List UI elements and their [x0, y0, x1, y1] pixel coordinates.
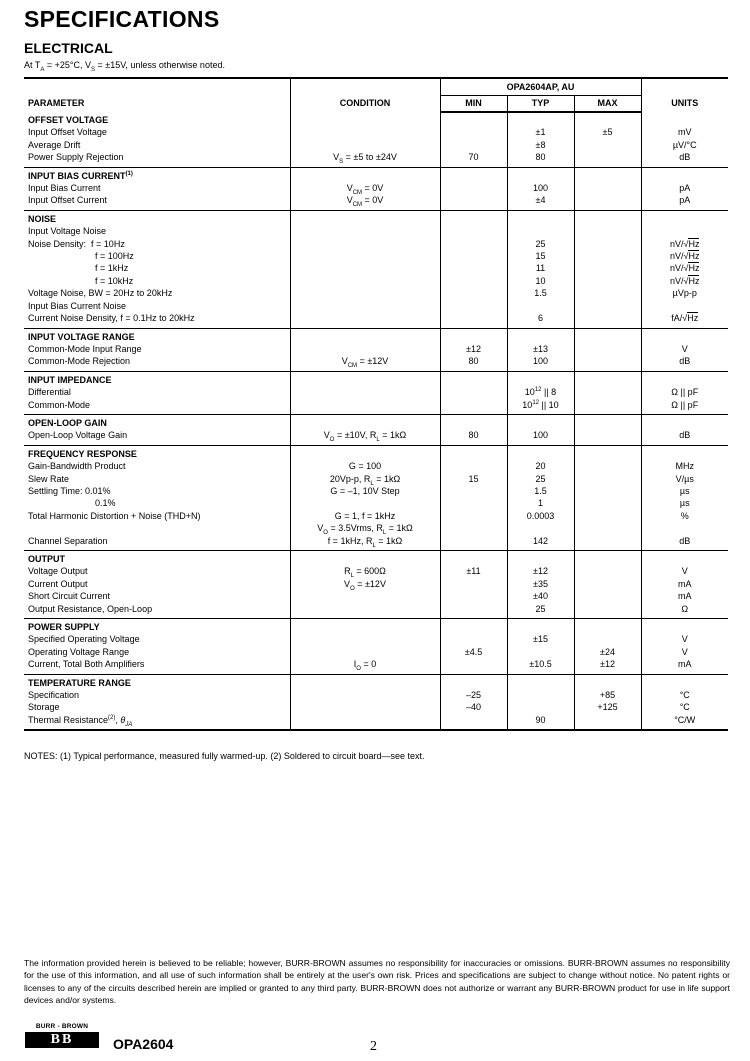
table-row: Common-Mode Rejection $V_{CM} = \pm 12V$ 80 100 dB — [24, 355, 728, 371]
table-row: Differential $10^{12}$ || 8 Ω || pF — [24, 386, 728, 398]
table-row — [24, 328, 728, 343]
table-row: Open-Loop Voltage Gain $V_O = \pm 10V$, $R_L = 1k\Omega$ 80 100 dB — [24, 429, 728, 445]
section-title: OPEN-LOOP GAIN — [28, 417, 107, 428]
table-row — [24, 674, 728, 689]
section-subtitle: ELECTRICAL — [24, 40, 113, 56]
table-row: Short Circuit Current ±40 mA — [24, 590, 728, 602]
table-row: Thermal Resistance$^{(2)}$, $\theta_{JA}$ 90 °C/W — [24, 714, 728, 730]
table-row: f = 100Hz 15 nV/√Hz — [24, 250, 728, 262]
table-row: 0.1% 1 µs — [24, 497, 728, 509]
table-row: Current Output $V_O = \pm 12V$ ±35 mA — [24, 578, 728, 590]
header-typ: TYP — [507, 96, 574, 113]
table-row: $V_O$ = 3.5Vrms, $R_L = 1k\Omega$ — [24, 522, 728, 534]
header-max: MAX — [574, 96, 641, 113]
section-title: INPUT IMPEDANCE — [28, 374, 112, 385]
section-title: TEMPERATURE RANGE — [28, 677, 131, 688]
table-row: Output Resistance, Open-Loop 25 Ω — [24, 603, 728, 619]
section-title: INPUT VOLTAGE RANGE — [28, 331, 135, 342]
legal-disclaimer: The information provided herein is believed to be reliable; however, BURR-BROWN assumes no responsibility for inaccuracies or omissions. BURR-BROWN assumes no responsibility for the use of this information, and all use of such information shall be entirely at the user's own risk. Prices and specifications are subject to change without notice. No patent rights or licenses to any of the circuits described herein are implied or granted to any third party. BURR-BROWN does not authorize or warrant any BURR-BROWN product for use in life support devices and/or systems. — [24, 958, 730, 1005]
section-title: NOISE — [28, 213, 57, 224]
burr-brown-logo: BURR - BROWN BB — [25, 1023, 99, 1049]
table-row — [24, 551, 728, 566]
table-row: Current, Total Both Amplifiers $I_O = 0$ ±10.5 ±12 mA — [24, 658, 728, 674]
table-row: Settling Time: 0.01% G = –1, 10V Step 1.5 µs — [24, 485, 728, 497]
table-row: Channel Separation f = 1kHz, $R_L = 1k\Omega$ 142 dB — [24, 535, 728, 551]
section-title: INPUT BIAS CURRENT$^{(1)}$ — [28, 170, 133, 181]
table-row: Voltage Noise, BW = 20Hz to 20kHz 1.5 µVp-p — [24, 287, 728, 299]
table-row: f = 1kHz 11 nV/√Hz — [24, 262, 728, 274]
table-row: Specification –25 +85 °C — [24, 689, 728, 701]
header-part-group: OPA2604AP, AU — [440, 78, 641, 96]
table-row — [24, 414, 728, 429]
section-title: OFFSET VOLTAGE — [28, 115, 109, 125]
table-row: Common-Mode Input Range ±12 ±13 V — [24, 343, 728, 355]
section-title: FREQUENCY RESPONSE — [28, 448, 137, 459]
page-title: SPECIFICATIONS — [24, 6, 220, 32]
table-row: Common-Mode $10^{12}$ || 10 Ω || pF — [24, 399, 728, 415]
table-row: Total Harmonic Distortion + Noise (THD+N) G = 1, f = 1kHz 0.0003 % — [24, 510, 728, 522]
table-row: Noise Density: f = 10Hz 25 nV/√Hz — [24, 238, 728, 250]
table-row: Average Drift ±8 µV/°C — [24, 139, 728, 151]
table-notes: NOTES: (1) Typical performance, measured fully warmed-up. (2) Soldered to circuit board—see text. — [24, 751, 425, 761]
table-row: Storage –40 +125 °C — [24, 701, 728, 713]
table-row: Power Supply Rejection $V_S = \pm 5$ to ±24V 70 80 dB — [24, 151, 728, 167]
table-row: Input Voltage Noise — [24, 225, 728, 237]
header-units: UNITS — [641, 78, 728, 112]
section-title: POWER SUPPLY — [28, 622, 100, 633]
table-row — [24, 445, 728, 460]
table-row: Slew Rate 20Vp-p, $R_L = 1k\Omega$ 15 25 V/µs — [24, 473, 728, 485]
table-row: Specified Operating Voltage ±15 V — [24, 633, 728, 645]
table-row: Input Bias Current $V_{CM} = 0V$ 100 pA — [24, 182, 728, 194]
table-row — [24, 371, 728, 386]
table-row: f = 10kHz 10 nV/√Hz — [24, 275, 728, 287]
section-title: OUTPUT — [28, 554, 65, 564]
table-row — [24, 210, 728, 225]
header-parameter: PARAMETER — [24, 78, 290, 112]
conditions-note: At $T_A = +25^\circ C$, $V_S = \pm 15V$, unless otherwise noted. — [24, 60, 225, 73]
table-row — [24, 619, 728, 634]
theta-symbol: $\theta_{JA}$ — [120, 714, 133, 728]
table-row: Voltage Output $R_L = 600\Omega$ ±11 ±12 V — [24, 565, 728, 577]
table-row: Gain-Bandwidth Product G = 100 20 MHz — [24, 460, 728, 472]
table-row: Input Offset Current $V_{CM} = 0V$ ±4 pA — [24, 194, 728, 210]
table-row: Current Noise Density, f = 0.1Hz to 20kHz 6 fA/√Hz — [24, 312, 728, 328]
header-min: MIN — [440, 96, 507, 113]
page-number: 2 — [370, 1039, 377, 1054]
table-row — [24, 112, 728, 126]
part-number: OPA2604 — [113, 1036, 174, 1052]
table-row: Input Bias Current Noise — [24, 300, 728, 312]
table-row: Input Offset Voltage ±1 ±5 mV — [24, 126, 728, 138]
header-condition: CONDITION — [290, 78, 440, 112]
specifications-table — [24, 77, 728, 731]
table-row: Operating Voltage Range ±4.5 ±24 V — [24, 646, 728, 658]
table-row — [24, 167, 728, 182]
